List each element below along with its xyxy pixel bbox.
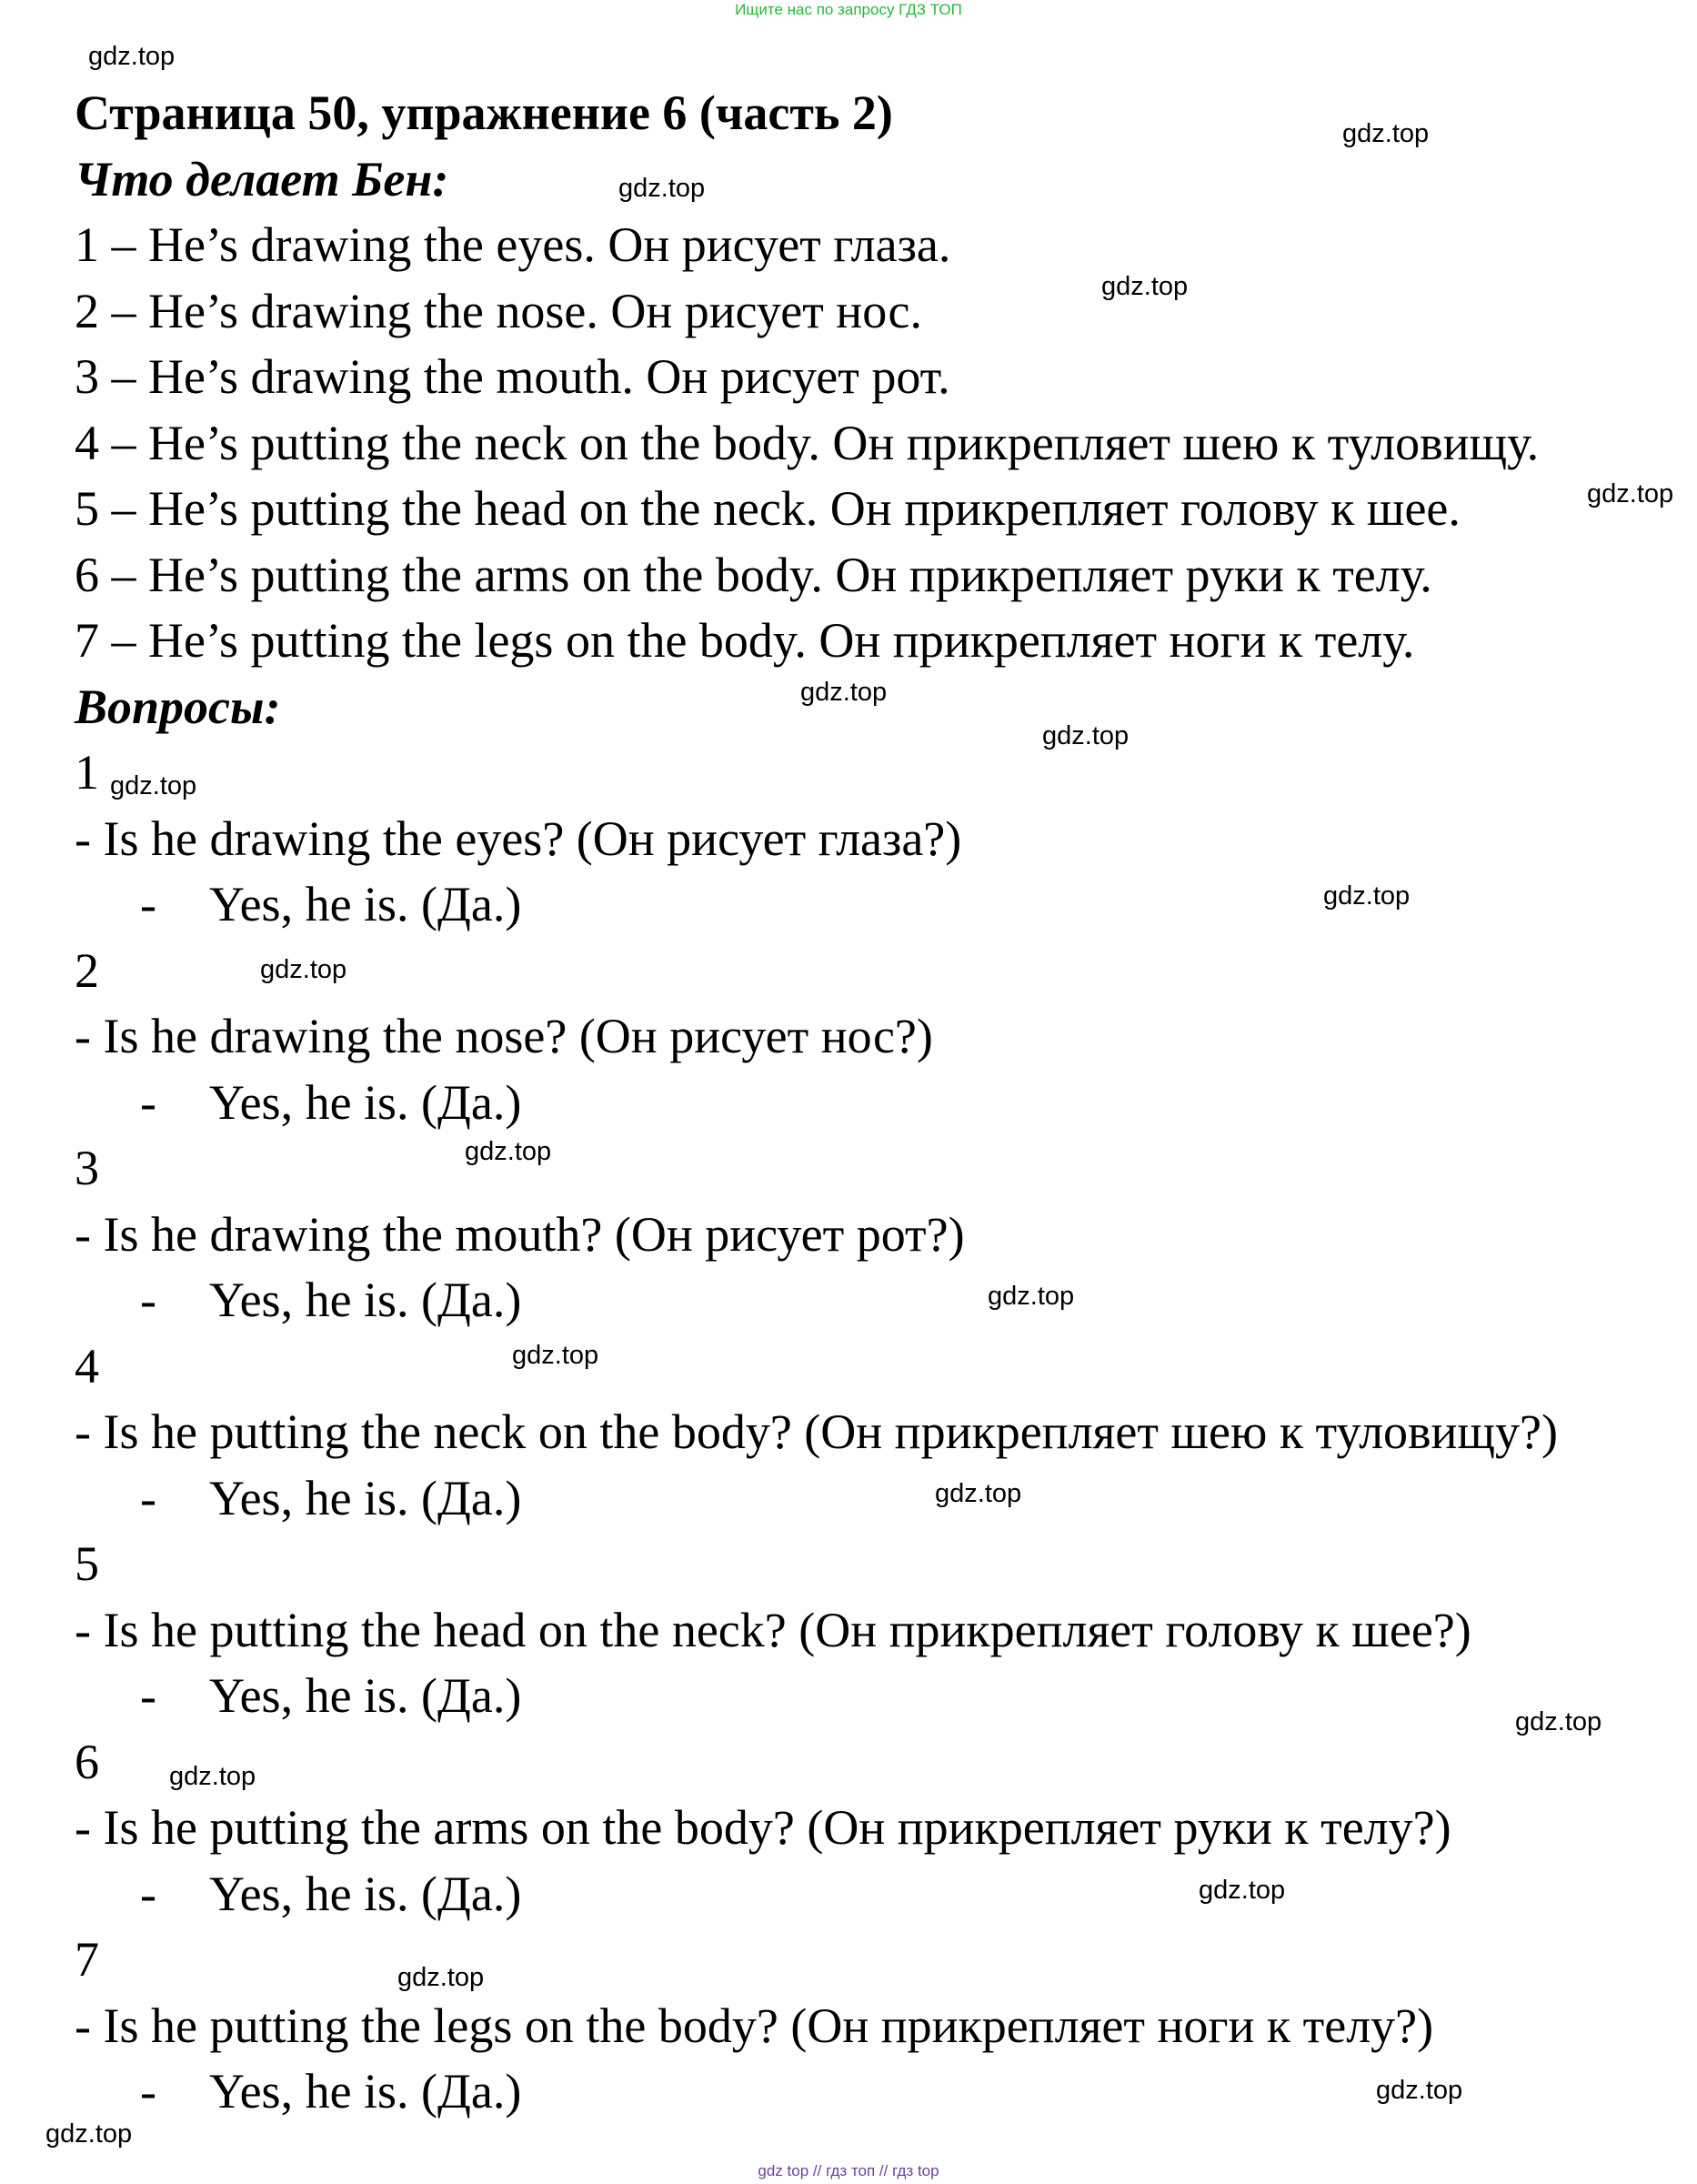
answer-dash: - xyxy=(140,1668,156,1723)
statement-item: 2 – He’s drawing the nose. Он рисует нос. xyxy=(75,283,923,338)
watermark: gdz.top xyxy=(618,174,706,203)
answer-line xyxy=(75,1070,1693,1136)
watermark: gdz.top xyxy=(88,42,176,71)
statement-item: 7 – He’s putting the legs on the body. Он прикрепляет ноги к телу. xyxy=(75,613,1415,668)
answer-text: Yes, he is. (Да.) xyxy=(209,1470,522,1525)
watermark: gdz.top xyxy=(260,955,347,984)
answer-dash: - xyxy=(140,1866,156,1921)
watermark: gdz.top xyxy=(169,1762,256,1791)
question-text: - Is he drawing the nose? (Он рисует нос?) xyxy=(75,1009,933,1063)
answer-line xyxy=(75,1861,1693,1927)
question-block xyxy=(75,1729,1693,1927)
statement-item: 5 – He’s putting the head on the neck. Он прикрепляет голову к шее. xyxy=(75,481,1461,536)
watermark: gdz.top xyxy=(1515,1707,1602,1736)
question-text: - Is he drawing the eyes? (Он рисует глаза?) xyxy=(75,810,962,866)
watermark: gdz.top xyxy=(1342,119,1430,148)
answer-text: Yes, he is. (Да.) xyxy=(209,1668,522,1723)
statements-list xyxy=(75,212,1693,674)
watermark: gdz.top xyxy=(110,771,197,800)
question-block xyxy=(75,1135,1693,1334)
question-text: - Is he putting the neck on the body? (Он прикрепляет шею к туловищу?) xyxy=(75,1404,1558,1459)
answer-dash: - xyxy=(140,2064,156,2119)
watermark: gdz.top xyxy=(465,1137,552,1166)
watermark: gdz.top xyxy=(397,1963,485,1992)
answer-line xyxy=(75,871,1693,938)
answer-text: Yes, he is. (Да.) xyxy=(209,877,522,931)
answer-line xyxy=(75,2058,1693,2125)
answer-line xyxy=(75,1663,1693,1729)
bottom-banner: gdz top // гдз топ // гдз top xyxy=(758,2162,939,2179)
question-number: 6 xyxy=(75,1734,99,1789)
statement-item: 4 – He’s putting the neck on the body. Он прикрепляет шею к туловищу. xyxy=(75,415,1540,470)
answer-text: Yes, he is. (Да.) xyxy=(209,1866,522,1921)
question-number: 7 xyxy=(75,1932,99,1987)
answer-text: Yes, he is. (Да.) xyxy=(209,2064,522,2119)
document-body xyxy=(75,80,1693,2125)
watermark: gdz.top xyxy=(1101,272,1189,301)
watermark: gdz.top xyxy=(1199,1876,1286,1905)
questions-list xyxy=(75,740,1693,2125)
question-number: 4 xyxy=(75,1338,99,1394)
watermark: gdz.top xyxy=(1323,881,1411,911)
question-number: 1 xyxy=(75,745,99,800)
question-block xyxy=(75,938,1693,1136)
watermark: gdz.top xyxy=(1587,479,1674,508)
question-block xyxy=(75,740,1693,938)
answer-line xyxy=(75,1267,1693,1334)
answer-text: Yes, he is. (Да.) xyxy=(209,1074,522,1130)
watermark: gdz.top xyxy=(1042,721,1130,750)
question-text: - Is he drawing the mouth? (Он рисует рот?) xyxy=(75,1206,965,1262)
statement-item: 6 – He’s putting the arms on the body. Он прикрепляет руки к телу. xyxy=(75,547,1432,602)
top-banner: Ищите нас по запросу ГДЗ ТОП xyxy=(735,1,962,18)
question-number: 3 xyxy=(75,1141,99,1195)
watermark: gdz.top xyxy=(935,1479,1022,1508)
page-title: Страница 50, упражнение 6 (часть 2) xyxy=(75,86,893,140)
question-text: - Is he putting the head on the neck? (Он прикрепляет голову к шее?) xyxy=(75,1602,1471,1657)
statement-item: 3 – He’s drawing the mouth. Он рисует рот. xyxy=(75,349,950,404)
question-number: 5 xyxy=(75,1536,99,1591)
answer-line xyxy=(75,1465,1693,1532)
section-heading-questions: Вопросы: xyxy=(75,679,281,734)
answer-text: Yes, he is. (Да.) xyxy=(209,1273,522,1327)
answer-dash: - xyxy=(140,877,156,931)
question-block xyxy=(75,1334,1693,1532)
watermark: gdz.top xyxy=(800,678,888,707)
answer-dash: - xyxy=(140,1273,156,1327)
question-number: 2 xyxy=(75,942,99,998)
section-heading-actions: Что делает Бен: xyxy=(75,151,449,206)
watermark: gdz.top xyxy=(512,1341,599,1370)
question-text: - Is he putting the legs on the body? (Он прикрепляет ноги к телу?) xyxy=(75,1998,1434,2053)
statement-item: 1 – He’s drawing the eyes. Он рисует глаза. xyxy=(75,217,951,272)
question-block xyxy=(75,1531,1693,1729)
question-block xyxy=(75,1927,1693,2125)
watermark: gdz.top xyxy=(988,1282,1075,1311)
watermark: gdz.top xyxy=(1376,2076,1463,2105)
answer-dash: - xyxy=(140,1470,156,1525)
watermark: gdz.top xyxy=(45,2119,133,2149)
answer-dash: - xyxy=(140,1074,156,1130)
question-text: - Is he putting the arms on the body? (Он прикрепляет руки к телу?) xyxy=(75,1800,1451,1855)
